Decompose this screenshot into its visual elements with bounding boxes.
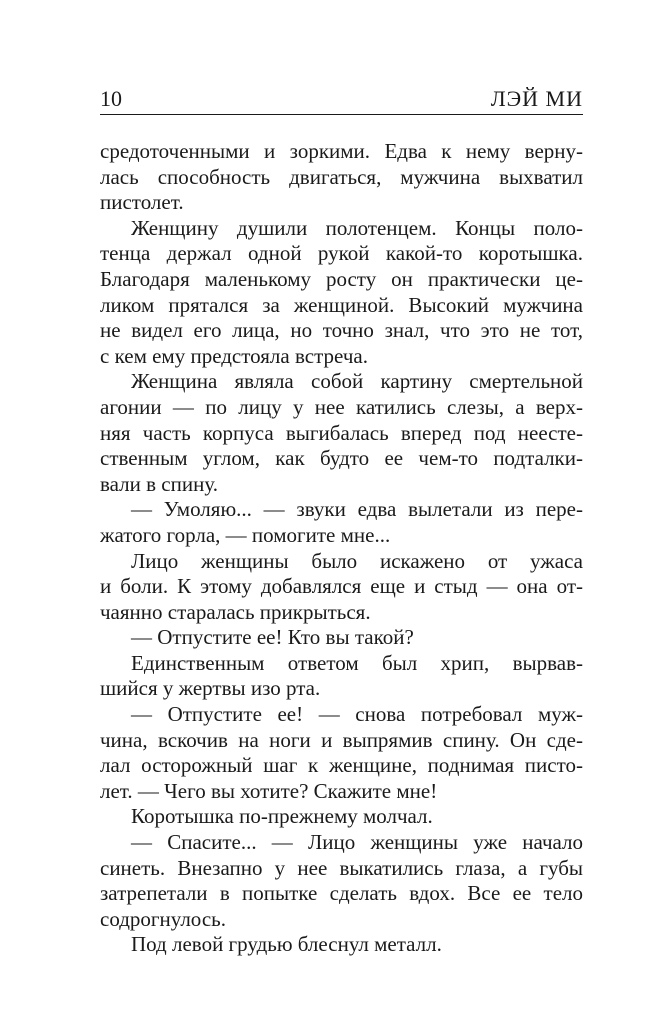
text-line: пистолет.: [100, 190, 184, 215]
text-line: вали в спину.: [100, 471, 218, 496]
paragraph: [100, 497, 583, 548]
text-line: содрогнулось.: [100, 906, 226, 931]
text-line: лет. — Чего вы хотите? Скажите мне!: [100, 778, 438, 803]
paragraph: [100, 139, 583, 216]
text-line: няя часть корпуса выгибалась вперед под неесте-: [100, 420, 583, 445]
running-title: ЛЭЙ МИ: [490, 86, 583, 111]
text-line: агонии — по лицу у нее катились слезы, а верх-: [100, 394, 583, 419]
text-line: синеть. Внезапно у нее выкатились глаза, а губы: [100, 855, 583, 880]
paragraph: [100, 702, 583, 804]
text-line: Женщину душили полотенцем. Концы поло-: [131, 215, 583, 240]
text-line: и боли. К этому добавлялся еще и стыд — она от-: [100, 574, 583, 599]
paragraph: [100, 549, 583, 626]
text-line: жатого горла, — помогите мне...: [100, 522, 391, 547]
text-line: лась способность двигаться, мужчина выхватил: [100, 164, 583, 189]
text-line: ственным углом, как будто ее чем-то подталки-: [100, 446, 583, 471]
text-line: Лицо женщины было искажено от ужаса: [131, 548, 583, 573]
text-line: ликом прятался за женщиной. Высокий мужчина: [100, 292, 583, 317]
text-line: — Спасите... — Лицо женщины уже начало: [131, 830, 583, 855]
paragraph: [100, 651, 583, 702]
text-line: тенца держал одной рукой какой-то коротышка.: [100, 241, 583, 266]
text-line: чина, вскочив на ноги и выпрямив спину. Он сде-: [100, 727, 583, 752]
text-line: Единственным ответом был хрип, вырвав-: [131, 650, 583, 675]
paragraph: [100, 625, 583, 651]
text-line: — Умоляю... — звуки едва вылетали из пере-: [131, 497, 583, 522]
paragraph: [100, 830, 583, 932]
running-head: [100, 86, 583, 115]
text-line: лал осторожный шаг к женщине, поднимая писто-: [100, 753, 583, 778]
paragraph: [100, 369, 583, 497]
text-line: с кем ему предстояла встреча.: [100, 343, 368, 368]
text-line: Под левой грудью блеснул металл.: [131, 932, 442, 957]
text-line: Коротышка по-прежнему молчал.: [131, 804, 433, 829]
text-line: Женщина являла собой картину смертельной: [131, 369, 583, 394]
text-line: шийся у жертвы изо рта.: [100, 676, 321, 701]
text-line: Благодаря маленькому росту он практически це-: [100, 266, 583, 291]
text-line: чаянно старалась прикрыться.: [100, 599, 371, 624]
page-number: 10: [100, 86, 122, 111]
text-line: затрепетали в попытке сделать вдох. Все ее тело: [100, 881, 583, 906]
text-line: — Отпустите ее! — снова потребовал муж-: [131, 702, 583, 727]
paragraph: [100, 216, 583, 370]
text-line: — Отпустите ее! Кто вы такой?: [131, 625, 414, 650]
text-line: не видел его лица, но точно знал, что это не тот,: [100, 318, 583, 343]
body-text: [100, 139, 583, 958]
text-line: средоточенными и зоркими. Едва к нему верну-: [100, 139, 583, 163]
paragraph: [100, 804, 583, 830]
paragraph: [100, 932, 583, 958]
